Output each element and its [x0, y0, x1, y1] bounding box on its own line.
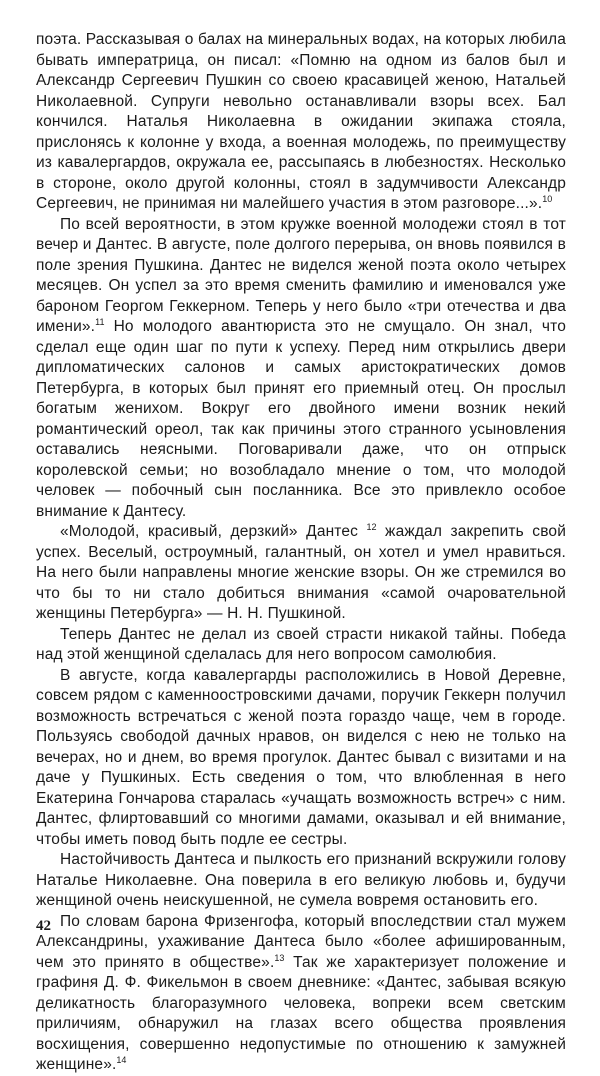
footnote-marker: 10	[542, 194, 553, 204]
paragraph-text: В августе, когда кавалергарды расположились в Новой Деревне, совсем рядом с каменноостровскими дачами, поручик Геккерн получил возможность встречаться с женой поэта гораздо чаще, чем в городе. Пользуясь свободой дачных нравов, он виделся с нею не только на вечерах, но и днем, во время прогулок. Дантес бывал с визитами и на даче у Пушкиных. Есть сведения о том, что влюбленная в него Екатерина Гончарова старалась «учащать возможность встреч» с ним. Дантес, флиртовавший со многими дамами, оказывал и ей внимание, чтобы иметь повод быть подле ее сестры.	[36, 666, 566, 848]
page-number: 42	[36, 918, 51, 934]
paragraph-text: Теперь Дантес не делал из своей страсти никакой тайны. Победа над этой женщиной сделалась для него вопросом самолюбия.	[36, 625, 566, 663]
paragraph	[36, 666, 566, 851]
paragraph-text: «Молодой, красивый, дерзкий» Дантес	[60, 523, 367, 540]
paragraph	[36, 30, 566, 215]
paragraph	[36, 912, 566, 1076]
footnote-marker: 14	[116, 1055, 127, 1065]
paragraph	[36, 215, 566, 523]
paragraph-text: Так же характеризует положение и графиня Д. Ф. Фикельмон в своем дневнике: «Дантес, забывая всякую деликатность благоразумного человека, вопреки всем светским приличиям, обнаружил на глазах всего общества проявления восхищения, совершенно недопустимые по отношению к замужней женщине».	[36, 953, 566, 1073]
paragraph-text: поэта. Рассказывая о балах на минеральных водах, на которых любила бывать императрица, он писал: «Помню на одном из балов был и Александр Сергеевич Пушкин со своею красавицей женою, Натальей Николаевной. Супруги невольно останавливали взоры всех. Бал кончился. Наталья Николаевна в ожидании экипажа стояла, прислонясь к колонне у входа, а военная молодежь, по преимуществу из кавалергардов, окружала ее, рассыпаясь в любезностях. Несколько в стороне, около другой колонны, стоял в задумчивости Александр Сергеевич, не принимая ни малейшего участия в этом разговоре...».	[36, 31, 566, 212]
page-body	[36, 30, 566, 1073]
text-flow	[36, 30, 566, 1076]
footnote-marker: 12	[366, 522, 377, 532]
paragraph-text: Но молодого авантюриста это не смущало. Он знал, что сделал еще один шаг по пути к успеху. Перед ним открылись двери дипломатических салонов и самых аристократических домов Петербурга, в которых был принят его приемный отец. Он прослыл богатым женихом. Вокруг его двойного имени возник некий романтический ореол, так как причины этого странного усыновления оставались неясными. Поговаривали даже, что он отпрыск королевской семьи; но возобладало мнение о том, что молодой человек — побочный сын посланника. Все это привлекло особое внимание к Дантесу.	[36, 318, 566, 520]
paragraph-text: Настойчивость Дантеса и пылкость его признаний вскружили голову Наталье Николаевне. Она поверила в его великую любовь и, будучи женщиной очень неискушенной, не сумела вовремя остановить его.	[36, 851, 566, 909]
paragraph	[36, 850, 566, 912]
footnote-marker: 11	[95, 317, 105, 327]
paragraph-text: жаждал закрепить свой успех. Веселый, остроумный, галантный, он хотел и умел нравиться. На него были направлены многие женские взоры. Он же стремился во что бы то ни стало добиться внимания «самой очаровательной женщины Петербурга» — Н. Н. Пушкиной.	[36, 523, 566, 622]
paragraph-text: По всей вероятности, в этом кружке военной молодежи стоял в тот вечер и Дантес. В августе, поле долгого перерыва, он вновь появился в поле зрения Пушкина. Дантес не виделся женой поэта около четырех месяцев. Он успел за это время сменить фамилию и именовался уже бароном Георгом Геккерном. Теперь у него было «три отечества и два имени».	[36, 215, 566, 335]
paragraph	[36, 522, 566, 625]
paragraph	[36, 625, 566, 666]
footnote-marker: 13	[274, 952, 285, 963]
paragraph-text: По словам барона Фризенгофа, который впоследствии стал мужем Александрины, ухаживание Дантеса было «более афишированным, чем это принято в обществе».	[36, 912, 566, 971]
